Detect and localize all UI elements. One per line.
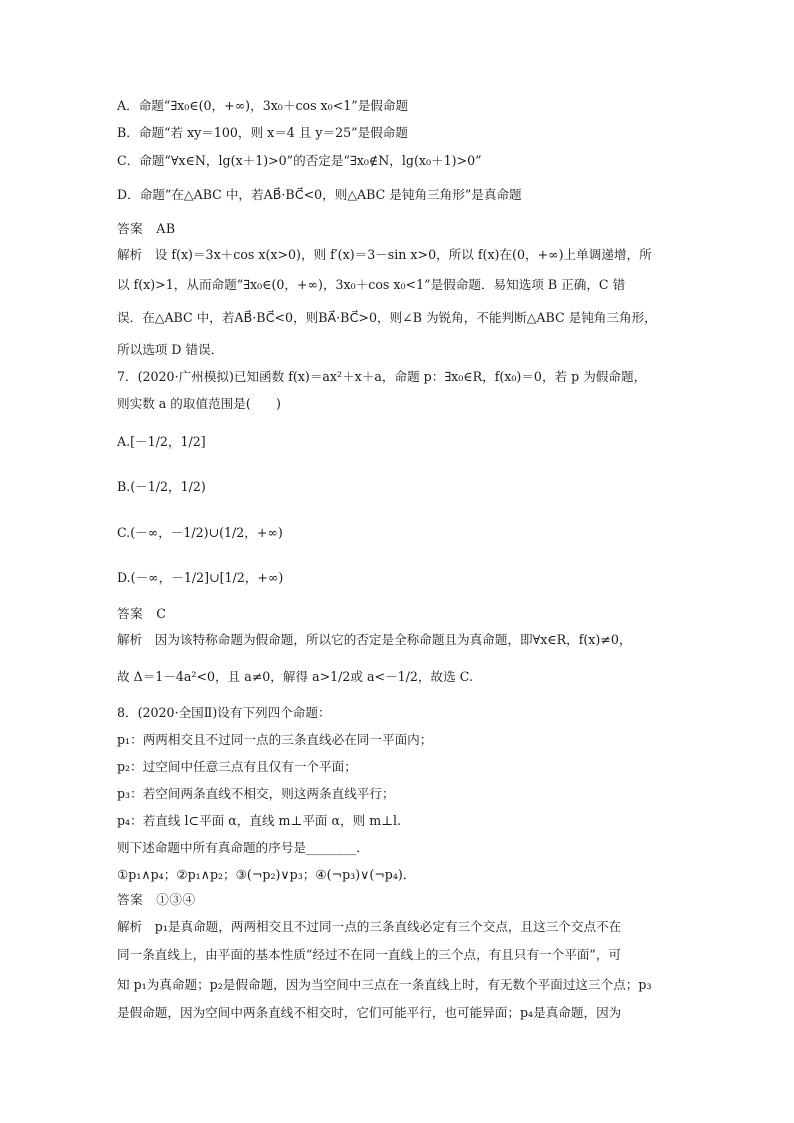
q6-answer: 答案 AB — [117, 221, 176, 236]
q6-option-d: D．命题“在△ABC 中，若AB⃗·BC⃗<0，则△ABC 是钝角三角形”是真命题 — [117, 187, 522, 202]
q8-analysis-line: 知 p₁为真命题；p₂是假命题，因为当空间中三点在一条直线上时，有无数个平面过这三个点；p₃ — [117, 977, 652, 992]
q8-p4: p₄：若直线 l⊂平面 α，直线 m⊥平面 α，则 m⊥l. — [117, 813, 402, 828]
q6-option-a: A．命题“∃x₀∈(0，+∞)，3x₀＋cos x₀<1”是假命题 — [117, 98, 409, 113]
q6-option-c: C．命题“∀x∈N，lg(x＋1)>0”的否定是“∃x₀∉N，lg(x₀＋1)>0” — [117, 153, 482, 168]
q7-option-d: D.(－∞，－1/2]∪[1/2，+∞) — [117, 570, 284, 585]
q7-option-c: C.(－∞，－1/2)∪(1/2，+∞) — [117, 525, 283, 540]
q7-option-b: B.(－1/2，1/2) — [117, 479, 206, 494]
q8-p3: p₃：若空间两条直线不相交，则这两条直线平行； — [117, 786, 395, 801]
q8-question: 则下述命题中所有真命题的序号是________． — [117, 840, 369, 855]
q6-option-b: B．命题“若 xy＝100，则 x＝4 且 y＝25”是假命题 — [117, 125, 408, 140]
q7-stem-line: 则实数 a 的取值范围是( ) — [117, 396, 281, 411]
q7-analysis-line: 解析 因为该特称命题为假命题，所以它的否定是全称命题且为真命题，即∀x∈R，f(x)≠0， — [117, 632, 632, 647]
q7-option-a: A.[－1/2，1/2] — [117, 434, 206, 449]
q8-analysis-line: 同一条直线上，由平面的基本性质“经过不在同一直线上的三个点，有且只有一个平面”，可 — [117, 947, 622, 962]
q6-analysis-line: 以 f(x)>1，从而命题“∃x₀∈(0，+∞)，3x₀＋cos x₀<1”是假命题．易知选项 B 正确，C 错 — [117, 277, 626, 292]
q8-analysis-line: 是假命题，因为空间中两条直线不相交时，它们可能平行，也可能异面；p₄是真命题，因为 — [117, 1005, 622, 1020]
q8-answer: 答案 ①③④ — [117, 892, 196, 907]
q8-choices: ①p₁∧p₄；②p₁∧p₂；③(¬p₂)∨p₃；④(¬p₃)∨(¬p₄)． — [117, 867, 416, 882]
q6-analysis-line: 误．在△ABC 中，若AB⃗·BC⃗<0，则BA⃗·BC⃗>0，则∠B 为锐角，不能判断△ABC 是钝角三角形， — [117, 310, 657, 325]
q7-analysis-line: 故 Δ＝1－4a²<0，且 a≠0，解得 a>1/2或 a<－1/2，故选 C. — [117, 669, 473, 684]
q7-answer: 答案 C — [117, 606, 167, 621]
q8-stem: 8．(2020·全国Ⅱ)设有下列四个命题： — [117, 705, 331, 720]
q6-analysis-line: 所以选项 D 错误． — [117, 342, 224, 357]
q8-p1: p₁：两两相交且不过同一点的三条直线必在同一平面内； — [117, 732, 433, 747]
q8-analysis-line: 解析 p₁是真命题，两两相交且不过同一点的三条直线必定有三个交点，且这三个交点不在 — [117, 919, 622, 934]
q8-p2: p₂：过空间中任意三点有且仅有一个平面； — [117, 759, 357, 774]
q6-analysis-line: 解析 设 f(x)＝3x＋cos x(x>0)，则 f′(x)＝3－sin x>0，所以 f(x)在(0，+∞)上单调递增，所 — [117, 247, 652, 262]
q7-stem-line: 7．(2020·广州模拟)已知函数 f(x)＝ax²＋x＋a，命题 p：∃x₀∈R，f(x₀)＝0，若 p 为假命题， — [117, 369, 647, 384]
